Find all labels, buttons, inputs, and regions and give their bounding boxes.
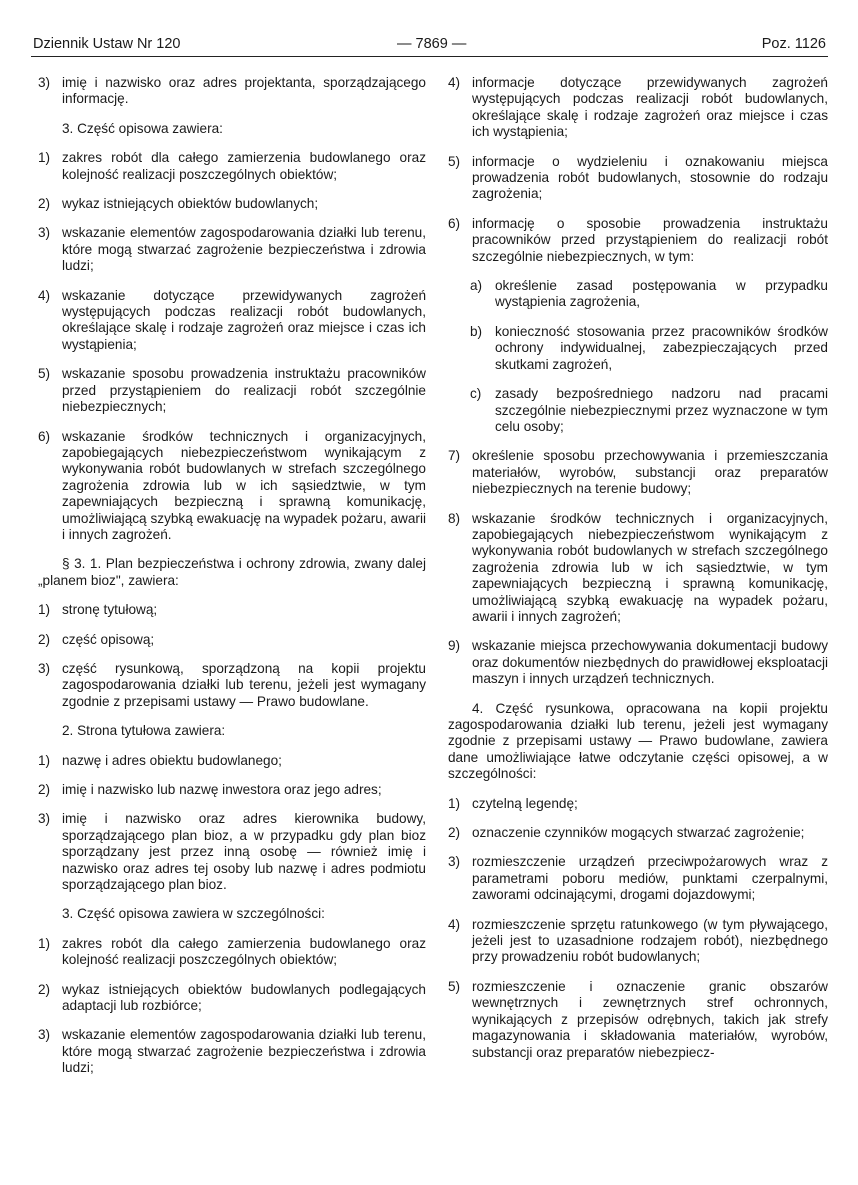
list-number: 2) bbox=[38, 782, 51, 797]
list-item bbox=[448, 825, 828, 841]
list-number: 2) bbox=[448, 825, 461, 841]
list-item bbox=[38, 366, 426, 415]
list-text: informacje o wydzieleniu i oznakowaniu miejsca prowadzenia robót budowlanych, stosownie do rodzaju zagrożenia; bbox=[472, 153, 828, 202]
list-text: wskazanie miejsca przechowywania dokumentacji budowy oraz dokumentów niezbędnych do prawidłowej eksploatacji maszyn i innych urządzeń technicznych. bbox=[472, 638, 828, 687]
list-number: 6) bbox=[38, 428, 51, 444]
list-text: wskazanie elementów zagospodarowania działki lub terenu, które mogą stwarzać zagrożenie bezpieczeństwa i zdrowia ludzi; bbox=[62, 225, 426, 274]
list-number: 4) bbox=[38, 287, 51, 303]
list-text: oznaczenie czynników mogących stwarzać zagrożenie; bbox=[472, 825, 805, 841]
list-item bbox=[38, 288, 426, 354]
list-number: 3) bbox=[38, 811, 51, 827]
list-item bbox=[448, 979, 828, 1061]
list-number: 9) bbox=[448, 638, 461, 654]
list-text: imię i nazwisko lub nazwę inwestora oraz jego adres; bbox=[62, 782, 382, 797]
list-item bbox=[448, 154, 828, 203]
list-number: 5) bbox=[448, 978, 461, 994]
list-number: 3) bbox=[38, 75, 51, 90]
list-item bbox=[448, 75, 828, 141]
list-number: 1) bbox=[38, 150, 51, 166]
list-number: 8) bbox=[448, 510, 461, 526]
list-item bbox=[38, 75, 426, 108]
list-number: 1) bbox=[448, 795, 461, 811]
list-text: wskazanie środków technicznych i organizacyjnych, zapobiegających niebezpieczeństwom wynikającym z wykonywania robót budowlanych w strefach szczególnego zagrożenia zdrowia lub w ich sąsiedztwie, w tym zapewniających bezpieczną i sprawną komunikację, umożliwiającą szybką ewakuację na wypadek pożaru, awarii i innych zagrożeń. bbox=[62, 428, 426, 542]
list-text: nazwę i adres obiektu budowlanego; bbox=[62, 752, 282, 768]
list-text: zakres robót dla całego zamierzenia budowlanego oraz kolejność realizacji poszczególnych obiektów; bbox=[62, 150, 426, 182]
sub-list-letter: c) bbox=[470, 386, 482, 402]
list-text: wykaz istniejących obiektów budowlanych; bbox=[62, 196, 319, 212]
sub-list-item bbox=[448, 386, 828, 435]
list-item bbox=[38, 225, 426, 274]
list-text: wskazanie dotyczące przewidywanych zagrożeń występujących podczas realizacji robót budowlanych, określające skalę i rodzaje zagrożeń oraz miejsce i czas ich wystąpienia; bbox=[62, 287, 426, 352]
sub-list-letter: b) bbox=[470, 323, 483, 339]
list-text: wskazanie elementów zagospodarowania działki lub terenu, które mogą stwarzać zagrożenie bezpieczeństwa i zdrowia ludzi; bbox=[62, 1027, 426, 1076]
sub-list-text: konieczność stosowania przez pracowników środków ochrony indywidualnej, zabezpieczających przed skutkami zagrożeń, bbox=[495, 323, 828, 372]
list-text: wskazanie sposobu prowadzenia instruktażu pracowników przed przystąpieniem do realizacji robót szczególnie niebezpiecznych; bbox=[62, 366, 426, 415]
list-number: 1) bbox=[38, 602, 51, 618]
list-text: informacje dotyczące przewidywanych zagrożeń występujących podczas realizacji robót budowlanych, określające skalę i rodzaje zagrożeń oraz miejsce i czas ich wystąpienia; bbox=[472, 75, 828, 140]
list-item bbox=[448, 854, 828, 903]
sub-list-item bbox=[448, 278, 828, 311]
list-item bbox=[448, 511, 828, 626]
list-number: 6) bbox=[448, 215, 461, 231]
list-text: rozmieszczenie urządzeń przeciwpożarowych wraz z parametrami poboru mediów, punktami czerpalnymi, zaworami odcinającymi, drogami dojazdowymi; bbox=[472, 854, 828, 903]
list-item bbox=[38, 753, 426, 769]
list-number: 2) bbox=[38, 981, 51, 997]
list-item bbox=[38, 602, 426, 618]
list-text: zakres robót dla całego zamierzenia budowlanego oraz kolejność realizacji poszczególnych obiektów; bbox=[62, 935, 426, 968]
list-number: 3) bbox=[38, 225, 51, 241]
section-paragraph: § 3. 1. Plan bezpieczeństwa i ochrony zdrowia, zwany dalej „planem bioz", zawiera: bbox=[38, 556, 426, 588]
section-paragraph: 3. Część opisowa zawiera: bbox=[62, 120, 223, 136]
list-number: 7) bbox=[448, 448, 461, 464]
list-number: 1) bbox=[38, 752, 51, 768]
page-number: — 7869 — bbox=[397, 36, 467, 52]
list-number: 2) bbox=[38, 631, 51, 647]
list-text: imię i nazwisko oraz adres kierownika budowy, sporządzającego plan bioz, a w przypadku gdy plan bioz sporządzany jest przez inną osobę — również imię i nazwisko oraz adres tej osoby lub nazwę i adres podmiotu sporządzającego plan bioz. bbox=[62, 811, 426, 893]
list-item bbox=[448, 216, 828, 265]
section-paragraph: 4. Część rysunkowa, opracowana na kopii projektu zagospodarowania działki lub terenu, jeżeli jest wymagany zgodnie z przepisami ustawy — Prawo budowlane, zawiera dane umożliwiające łatwe odczytanie części opisowej, a w szczególności: bbox=[448, 700, 828, 782]
list-text: czytelną legendę; bbox=[472, 795, 578, 811]
list-number: 3) bbox=[448, 854, 461, 870]
list-text: część opisową; bbox=[62, 631, 155, 647]
list-text: imię i nazwisko oraz adres projektanta, sporządzającego informację. bbox=[62, 75, 426, 107]
section-paragraph: 2. Strona tytułowa zawiera: bbox=[62, 723, 226, 739]
sub-list-text: zasady bezpośredniego nadzoru nad pracami szczególnie niebezpiecznymi przez wyznaczone w tym celu osoby; bbox=[495, 386, 828, 434]
list-text: informację o sposobie prowadzenia instruktażu pracowników przed przystąpieniem do realizacji robót szczególnie niebezpiecznych, w tym: bbox=[472, 215, 828, 264]
list-item bbox=[38, 661, 426, 710]
list-number: 1) bbox=[38, 935, 51, 951]
list-item bbox=[38, 982, 426, 1015]
list-text: rozmieszczenie i oznaczenie granic obszarów wewnętrznych i zewnętrznych stref ochronnych, wynikających z przepisów odrębnych, takich jak strefy magazynowania i składowania materiałów, wyrobów, substancji oraz preparatów niebezpiecz- bbox=[472, 978, 828, 1060]
list-text: rozmieszczenie sprzętu ratunkowego (w tym pływającego, jeżeli jest to uzasadnione rodzajem robót), niezbędnego przy prowadzeniu robót budowlanych; bbox=[472, 916, 828, 965]
list-number: 5) bbox=[448, 153, 461, 169]
list-item bbox=[38, 782, 426, 798]
list-item bbox=[38, 429, 426, 544]
list-number: 3) bbox=[38, 660, 51, 676]
journal-title: Dziennik Ustaw Nr 120 bbox=[33, 36, 181, 52]
list-item bbox=[448, 917, 828, 966]
list-item bbox=[38, 196, 426, 212]
position-number: Poz. 1126 bbox=[761, 36, 826, 52]
sub-list-letter: a) bbox=[470, 278, 483, 294]
right-column bbox=[448, 75, 828, 1074]
list-item bbox=[448, 448, 828, 497]
list-text: wykaz istniejących obiektów budowlanych podlegających adaptacji lub rozbiórce; bbox=[62, 981, 426, 1014]
sub-list-item bbox=[448, 324, 828, 373]
list-item bbox=[38, 811, 426, 893]
list-item bbox=[448, 796, 828, 812]
list-item bbox=[448, 638, 828, 687]
list-item bbox=[38, 632, 426, 648]
list-item bbox=[38, 936, 426, 969]
section-paragraph: 3. Część opisowa zawiera w szczególności: bbox=[62, 906, 325, 922]
sub-list-text: określenie zasad postępowania w przypadku wystąpienia zagrożenia, bbox=[495, 278, 828, 310]
list-number: 4) bbox=[448, 916, 461, 932]
list-text: określenie sposobu przechowywania i przemieszczania materiałów, wyrobów, substancji oraz preparatów niebezpiecznych na terenie budowy; bbox=[472, 448, 828, 497]
list-number: 4) bbox=[448, 75, 461, 90]
left-column bbox=[38, 75, 426, 1090]
list-item bbox=[38, 150, 426, 183]
page-header bbox=[33, 36, 826, 56]
list-number: 2) bbox=[38, 196, 51, 212]
list-item bbox=[38, 1027, 426, 1076]
list-text: stronę tytułową; bbox=[62, 602, 158, 618]
header-rule bbox=[31, 56, 828, 57]
list-text: część rysunkową, sporządzoną na kopii projektu zagospodarowania działki lub terenu, jeżeli jest wymagany zgodnie z przepisami ustawy — Prawo budowlane. bbox=[62, 660, 426, 709]
list-number: 5) bbox=[38, 366, 51, 382]
list-text: wskazanie środków technicznych i organizacyjnych, zapobiegających niebezpieczeństwom wynikającym z wykonywania robót budowlanych w strefach szczególnego zagrożenia zdrowia lub w ich sąsiedztwie, w tym zapewniających bezpieczną i sprawną komunikację, umożliwiającą szybką ewakuację na wypadek pożaru, awarii i innych zagrożeń; bbox=[472, 510, 828, 624]
list-number: 3) bbox=[38, 1027, 51, 1043]
